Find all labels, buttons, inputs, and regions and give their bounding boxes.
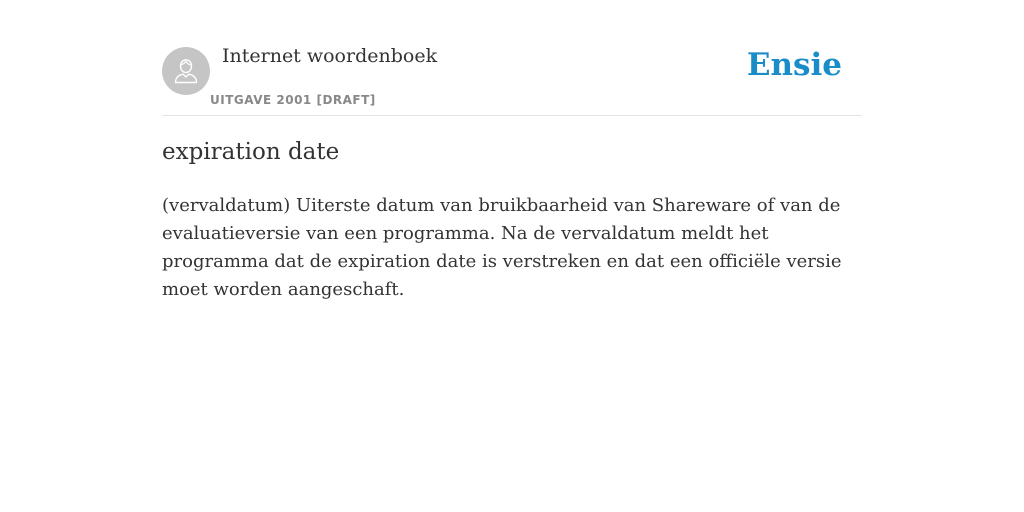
- edition-label: UITGAVE 2001 [DRAFT]: [210, 93, 376, 107]
- site-name[interactable]: Internet woordenboek: [222, 45, 438, 67]
- entry-definition: (vervaldatum) Uiterste datum van bruikbaarheid van Shareware of van de evaluatieversie van een programma. Na de vervaldatum meldt het programma dat de expiration date is verstreken en dat een officiële versie moet worden aangeschaft.: [162, 195, 842, 300]
- user-silhouette-icon: [171, 56, 201, 86]
- header: [162, 0, 862, 116]
- avatar[interactable]: [162, 47, 210, 95]
- entry-term: expiration date: [162, 139, 340, 165]
- brand-logo[interactable]: Ensie: [746, 47, 842, 83]
